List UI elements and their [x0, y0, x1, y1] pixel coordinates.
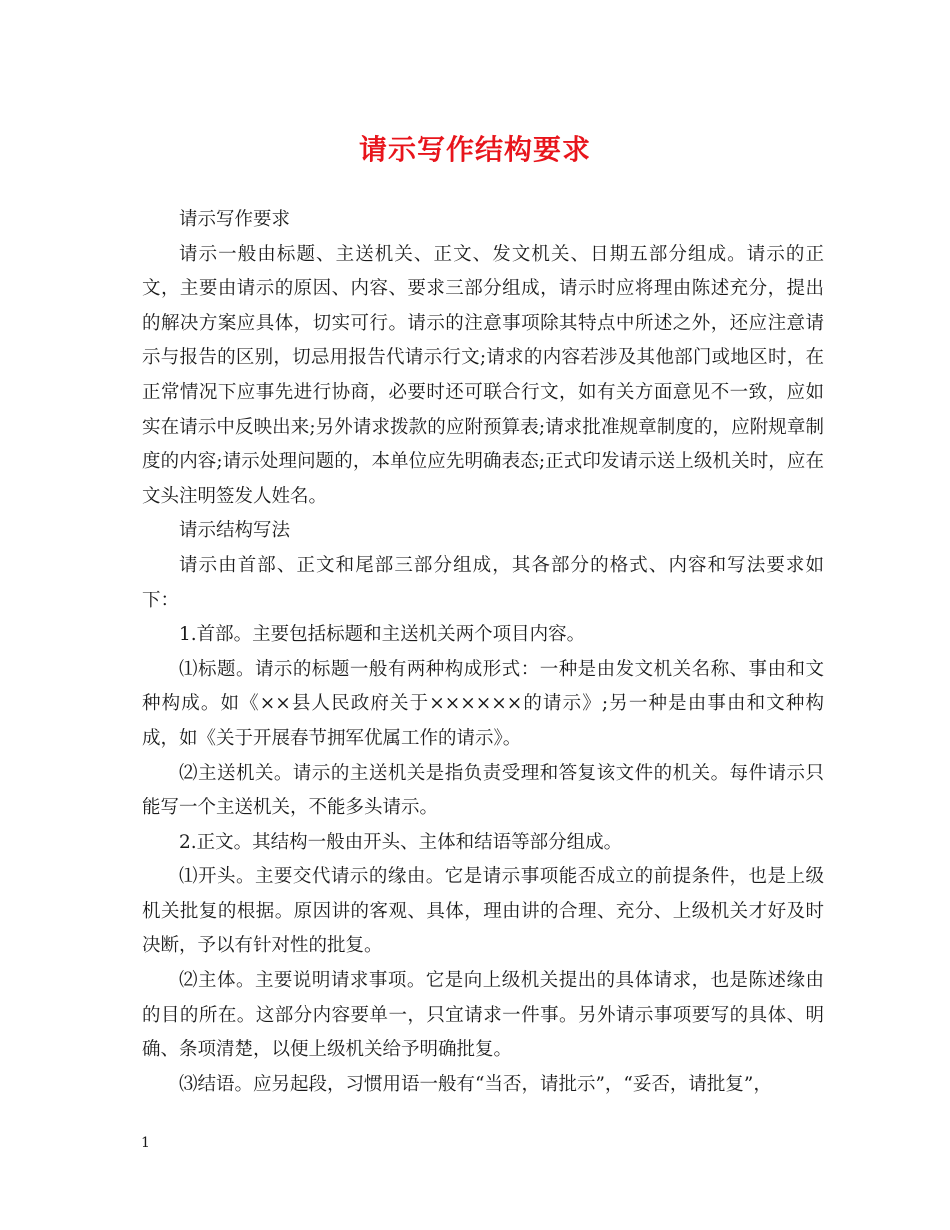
- page-title: 请示写作结构要求: [358, 133, 591, 166]
- paragraph: ⑴标题。请示的标题一般有两种构成形式：一种是由发文机关名称、事由和文种构成。如《××县人民政府关于××××××的请示》;另一种是由事由和文种构成，如《关于开展春节拥军优属工作的请示》。: [142, 658, 824, 749]
- page-number: 1: [141, 1135, 150, 1151]
- paragraph: 请示由首部、正文和尾部三部分组成，其各部分的格式、内容和写法要求如下：: [142, 554, 824, 611]
- paragraph: ⑵主送机关。请示的主送机关是指负责受理和答复该文件的机关。每件请示只能写一个主送机关，不能多头请示。: [142, 762, 824, 819]
- paragraph: ⑵主体。主要说明请求事项。它是向上级机关提出的具体请求，也是陈述缘由的目的所在。这部分内容要单一，只宜请求一件事。另外请示事项要写的具体、明确、条项清楚，以便上级机关给予明确批复。: [142, 970, 824, 1061]
- paragraph: 1.首部。主要包括标题和主送机关两个项目内容。: [179, 624, 586, 646]
- paragraph: ⑶结语。应另起段，习惯用语一般有“当否，请批示”，“妥否，请批复”，: [179, 1073, 772, 1095]
- paragraph: ⑴开头。主要交代请示的缘由。它是请示事项能否成立的前提条件，也是上级机关批复的根据。原因讲的客观、具体，理由讲的合理、充分、上级机关才好及时决断，予以有针对性的批复。: [142, 866, 824, 957]
- paragraph: 请示一般由标题、主送机关、正文、发文机关、日期五部分组成。请示的正文，主要由请示的原因、内容、要求三部分组成，请示时应将理由陈述充分，提出的解决方案应具体，切实可行。请示的注意事项除其特点中所述之外，还应注意请示与报告的区别，切忌用报告代请示行文;请求的内容若涉及其他部门或地区时，在正常情况下应事先进行协商，必要时还可联合行文，如有关方面意见不一致，应如实在请示中反映出来;另外请求拨款的应附预算表;请求批准规章制度的，应附规章制度的内容;请示处理问题的，本单位应先明确表态;正式印发请示送上级机关时，应在文头注明签发人姓名。: [142, 243, 824, 507]
- document-body: [142, 203, 824, 1102]
- paragraph: 2.正文。其结构一般由开头、主体和结语等部分组成。: [179, 831, 623, 853]
- section-heading: 请示写作要求: [179, 209, 291, 230]
- section-heading: 请示结构写法: [179, 520, 291, 542]
